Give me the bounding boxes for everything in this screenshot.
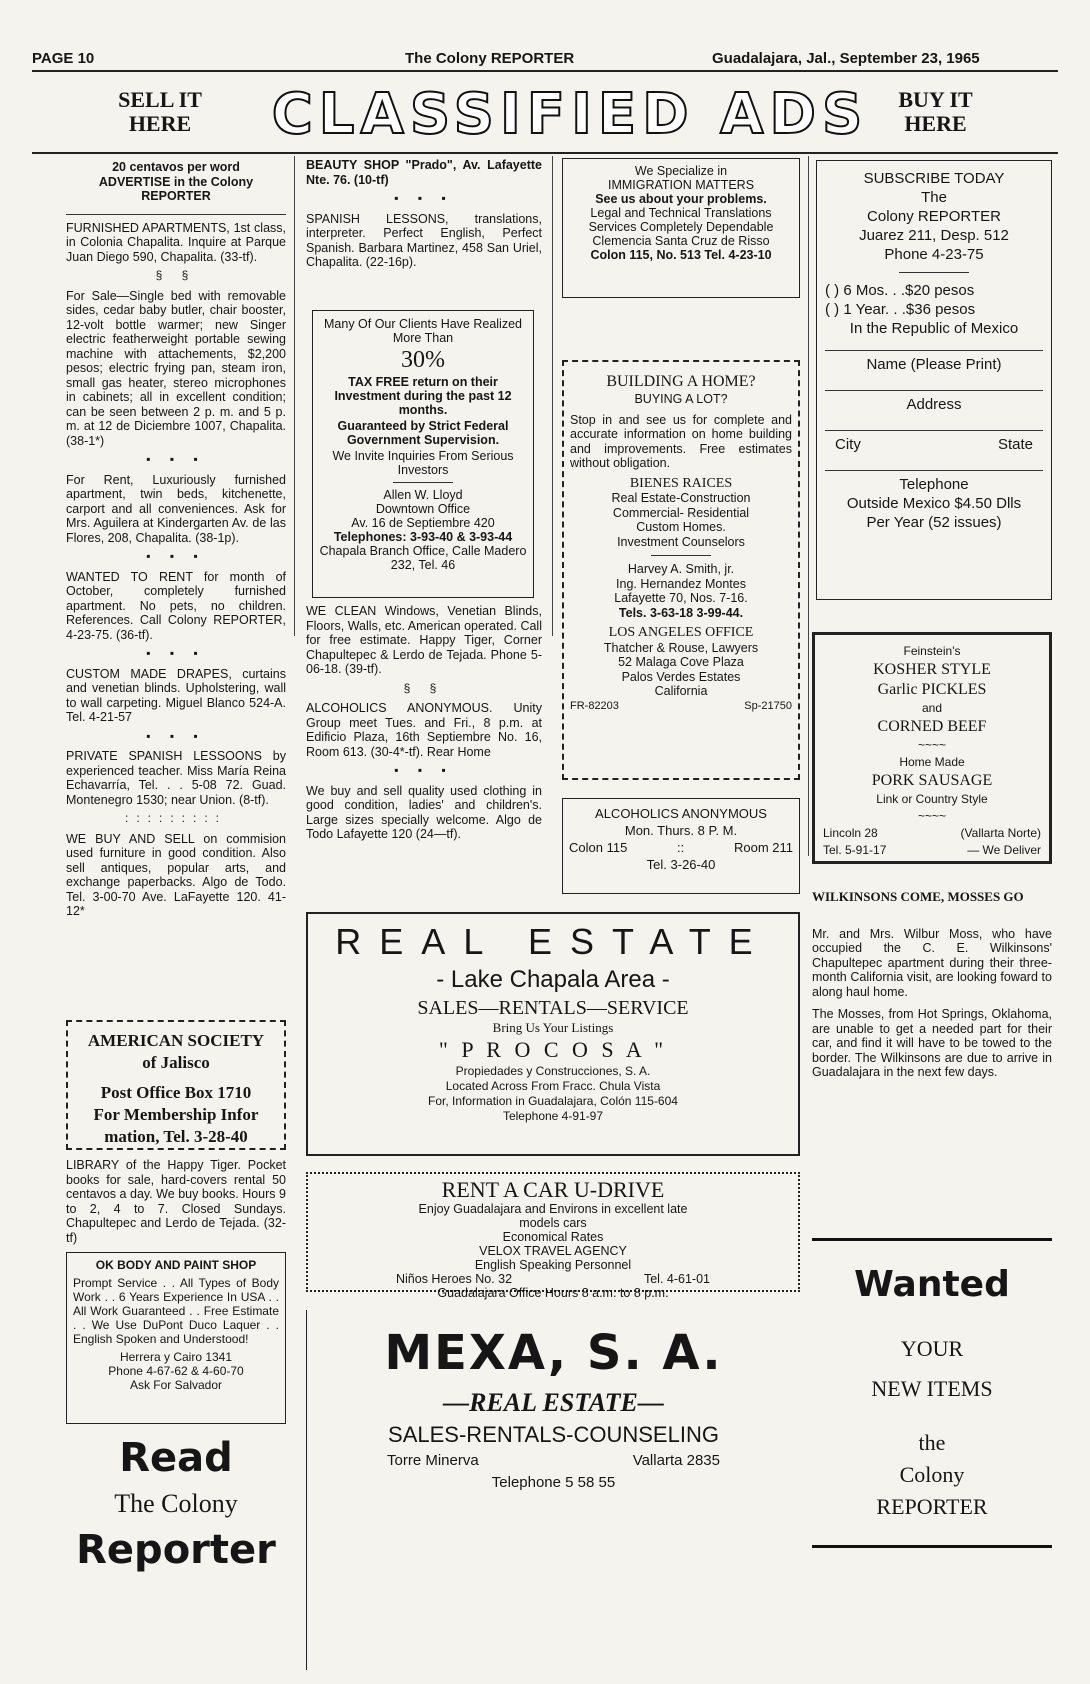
- body-shop-ad: [66, 1252, 286, 1424]
- sub-city-state: [825, 435, 1043, 454]
- bld-subtitle: BUYING A LOT?: [634, 392, 728, 406]
- lloyd-office: Downtown Office: [375, 502, 471, 516]
- read-word: Read: [119, 1435, 233, 1481]
- sub-state-field[interactable]: State: [997, 436, 1033, 453]
- ornament: § §: [155, 268, 197, 282]
- banner-rule: [32, 152, 1058, 154]
- bld-line: 52 Malaga Cove Plaza: [618, 655, 744, 669]
- sub-option-6mo[interactable]: ( ) 6 Mos. . .$20 pesos: [825, 282, 975, 299]
- used-clothing-ad: We buy and sell quality used clothing in good condition, ladies' and children's. Large sizes specially welcome. Algo de Todo Lafayette 120 (24—tf).: [306, 783, 542, 841]
- lloyd-intro: Many Of Our Clients Have Realized More Than: [324, 317, 522, 345]
- divider: [899, 272, 969, 273]
- bld-line: Real Estate-Construction: [611, 491, 751, 505]
- sub-phone: Phone 4-23-75: [884, 246, 984, 263]
- mexa-phone: Telephone 5 58 55: [491, 1474, 616, 1491]
- read-colony: The Colony: [114, 1489, 238, 1518]
- form-line: [825, 390, 1043, 391]
- body-shop-address: Herrera y Cairo 1341: [119, 1350, 233, 1364]
- lloyd-percent: 30%: [401, 347, 445, 373]
- re-procosa: " P R O C O S A ": [438, 1037, 668, 1062]
- aa-address: [569, 839, 793, 856]
- kosher-area: (Vallarta Norte): [960, 826, 1041, 840]
- aa-room: Room 211: [733, 840, 793, 855]
- form-line: [825, 470, 1043, 471]
- buy-line-2: HERE: [904, 111, 967, 136]
- real-estate-ad: [306, 912, 800, 1156]
- imm-line: Legal and Technical Translations: [590, 206, 772, 220]
- form-line: [825, 350, 1043, 351]
- imm-line: Clemencia Santa Cruz de Risso: [592, 234, 770, 248]
- sub-address-field[interactable]: Address: [906, 396, 962, 413]
- kosher-brand: Feinstein's: [903, 644, 961, 658]
- read-reporter-ad: [66, 1432, 286, 1576]
- wanted-reporter: REPORTER: [876, 1494, 988, 1519]
- imm-address: Colon 115, No. 513 Tel. 4-23-10: [590, 248, 772, 262]
- sub-telephone-field[interactable]: Telephone: [899, 476, 969, 493]
- divider: [66, 214, 286, 215]
- bld-codes: [570, 699, 792, 714]
- paper-name: The Colony REPORTER: [405, 50, 575, 67]
- bld-line: Commercial- Residential: [612, 505, 750, 520]
- column-divider: [552, 156, 553, 636]
- kosher-tel: Tel. 5-91-17: [823, 843, 887, 857]
- classified-ad: For Rent, Luxuriously furnished apartment, twin beds, kitchenette, carport and all conveniences. Ask for Mrs. Aguilera at Kindergarten Av. de las Flores, 208, Chapalita. (38-1p).: [66, 472, 286, 545]
- mexa-services: SALES-RENTALS-COUNSELING: [388, 1422, 719, 1447]
- imm-line: See us about your problems.: [595, 192, 767, 206]
- re-location: Located Across From Fracc. Chula Vista: [445, 1079, 661, 1093]
- lloyd-branch: Chapala Branch Office, Calle Madero 232, Tel. 46: [319, 544, 527, 572]
- kosher-phone: [823, 842, 1041, 859]
- car-english: English Speaking Personnel: [474, 1258, 632, 1272]
- ornament: ~~~~: [917, 738, 947, 752]
- classified-ad: WANTED TO RENT for month of October, completely furnished apartment. No pets, no children. References. Call Colony REPORTER, 4-23-75. (36-tf).: [66, 569, 286, 642]
- sub-outside: Outside Mexico $4.50 Dlls: [846, 495, 1022, 512]
- wanted-top-border: [812, 1238, 1052, 1251]
- bld-bienes: BIENES RAICES: [629, 475, 733, 491]
- car-street: Niños Heroes No. 32: [396, 1272, 513, 1286]
- library-ad: LIBRARY of the Happy Tiger. Pocket books for sale, hard-covers rental 50 centavos a day. We buy books. Hours 9 to 2, 4 to 7. Closed Sundays. Chapultepec and Lerdo de Tejada. (32-tf): [66, 1158, 286, 1245]
- ornament: ▪ ▪ ▪: [146, 728, 206, 743]
- kosher-deliver: — We Deliver: [967, 843, 1041, 857]
- aa-title: ALCOHOLICS ANONYMOUS: [595, 806, 767, 821]
- mexa-address: [307, 1450, 800, 1472]
- imm-line: We Specialize in: [634, 164, 728, 178]
- lloyd-guarantee: Guaranteed by Strict Federal Government Supervision.: [337, 419, 509, 447]
- subscribe-ad: [816, 160, 1052, 600]
- immigration-ad: [562, 158, 800, 298]
- sell-it-here: [105, 88, 215, 136]
- society-name: AMERICAN SOCIETY: [87, 1031, 265, 1050]
- classified-ad: WE BUY AND SELL on commision used furniture in good condition. Also sell antiques, popular arts, and exchange paperbacks. Algo de Todo. Tel. 3-00-70 Ave. LaFayette 120. 41-12*: [66, 831, 286, 918]
- american-society-ad: [66, 1020, 286, 1150]
- beauty-shop-ad: BEAUTY SHOP "Prado", Av. Lafayette Nte. 76. (10-tf): [306, 158, 542, 187]
- re-area: - Lake Chapala Area -: [436, 966, 670, 993]
- body-shop-title: OK BODY AND PAINT SHOP: [95, 1258, 257, 1272]
- re-info: For, Information in Guadalajara, Colón 115-604: [428, 1094, 678, 1108]
- mexa-ad: [306, 1310, 800, 1670]
- sub-name-field[interactable]: Name (Please Print): [866, 356, 1002, 373]
- wanted-bottom-border: [812, 1535, 1052, 1548]
- kosher-homemade: Home Made: [899, 755, 965, 769]
- bld-line: Investment Counselors: [617, 534, 745, 549]
- wanted-the: the: [918, 1430, 946, 1455]
- car-address: [316, 1272, 790, 1286]
- bld-line: Lafayette 70, Nos. 7-16.: [614, 591, 748, 605]
- column-divider: [294, 156, 295, 636]
- sub-issues: Per Year (52 issues): [866, 514, 1002, 531]
- kosher-link: Link or Country Style: [876, 792, 988, 806]
- buy-it-here: [878, 88, 993, 136]
- sub-title: SUBSCRIBE TODAY: [863, 170, 1005, 187]
- wanted-ad: [812, 1238, 1052, 1548]
- car-title: RENT A CAR U-DRIVE: [441, 1177, 665, 1202]
- spanish-lessons-ad: SPANISH LESSONS, translations, interpreter. Perfect English, Perfect Spanish. Barbara Martinez, 458 San Uriel, Chapalita. (22-16p).: [306, 211, 542, 269]
- sub-address: Juarez 211, Desp. 512: [859, 227, 1009, 244]
- aa-hours: Mon. Thurs. 8 P. M.: [624, 823, 738, 838]
- wilkinsons-news: [812, 890, 1052, 1084]
- car-rates: Economical Rates: [502, 1230, 604, 1244]
- sell-line-1: SELL IT: [118, 87, 202, 112]
- car-agency: VELOX TRAVEL AGENCY: [479, 1244, 627, 1258]
- sub-republic: In the Republic of Mexico: [849, 320, 1019, 337]
- ornament: :::::::::: [124, 811, 227, 825]
- bld-line: Thatcher & Rouse, Lawyers: [603, 640, 759, 655]
- wanted-colony: Colony: [899, 1462, 965, 1487]
- column-2-lower: [306, 604, 542, 846]
- kosher-beef: CORNED BEEF: [877, 718, 987, 735]
- imm-title: IMMIGRATION MATTERS: [607, 178, 755, 192]
- bld-code: FR-82203: [570, 699, 619, 712]
- ornament: ▪ ▪ ▪: [394, 191, 454, 205]
- buy-line-1: BUY IT: [898, 87, 973, 112]
- re-phone: Telephone 4-91-97: [502, 1109, 604, 1123]
- ornament: ▪ ▪ ▪: [146, 549, 206, 563]
- imm-line: Services Completely Dependable: [588, 220, 774, 234]
- sub-paper: Colony REPORTER: [867, 208, 1001, 225]
- kosher-pickles: Garlic PICKLES: [877, 681, 987, 698]
- car-hours: Guadalajara Office Hours 8 a.m. to 8 p.m.: [437, 1286, 669, 1300]
- re-listings: Bring Us Your Listings: [492, 1020, 614, 1035]
- kosher-street: Lincoln 28: [823, 826, 878, 840]
- re-company: Propiedades y Construcciones, S. A.: [455, 1064, 651, 1078]
- body-shop-contact: Ask For Salvador: [129, 1378, 223, 1392]
- aa-tel: Tel. 3-26-40: [646, 857, 716, 872]
- mexa-subtitle: —REAL ESTATE—: [443, 1388, 664, 1417]
- classified-ad: CUSTOM MADE DRAPES, curtains and venetian blinds. Upholstering, wall to wall carpeting. Miguel Blanco 524-A. Tel. 4-21-57: [66, 666, 286, 724]
- wilkinsons-headline: WILKINSONS COME, MOSSES GO: [812, 889, 1024, 904]
- lloyd-tax: TAX FREE return on their Investment during the past 12 months.: [334, 375, 512, 417]
- body-shop-phone: Phone 4-67-62 & 4-60-70: [108, 1364, 244, 1378]
- column-divider: [808, 156, 809, 856]
- lloyd-phones: Telephones: 3-93-40 & 3-93-44: [333, 530, 513, 544]
- wanted-items: NEW ITEMS: [871, 1376, 993, 1401]
- bld-title: BUILDING A HOME?: [606, 373, 756, 390]
- wilkinsons-p1: Mr. and Mrs. Wilbur Moss, who have occupied the C. E. Wilkinsons' Chapultepec apartment during their three-month California visit, are looking foward to along haul home.: [812, 926, 1052, 999]
- clean-ad: WE CLEAN Windows, Venetian Blinds, Floors, Walls, etc. American operated. Call for free estimate. Happy Tiger, Corner Chapultepec & Lerdo de Tejada. Phone 5-06-18. (39-tf).: [306, 604, 542, 676]
- bld-la-office: LOS ANGELES OFFICE: [608, 625, 754, 640]
- bld-line: Palos Verdes Estates: [621, 669, 741, 684]
- bld-line: Ing. Hernandez Montes: [616, 576, 746, 591]
- ornament: ~~~~: [917, 809, 947, 823]
- bld-tels: Tels. 3-63-18 3-99-44.: [618, 605, 744, 620]
- sell-line-2: HERE: [128, 111, 192, 136]
- lloyd-investment-ad: [312, 310, 534, 598]
- read-reporter: Reporter: [76, 1527, 276, 1573]
- aa-colon: Colon 115: [569, 840, 628, 855]
- society-tel: mation, Tel. 3-28-40: [104, 1127, 248, 1146]
- page-number: PAGE 10: [32, 50, 95, 67]
- car-tel: Tel. 4-61-01: [643, 1272, 710, 1286]
- column-1: [66, 160, 286, 923]
- body-shop-text: Prompt Service . . All Types of Body Work . . 6 Years Experience In USA . . All Work Guaranteed . . Free Estimate . . We Use DuPont Duco Laquer . . English Spoken and Understood!: [73, 1276, 279, 1346]
- advertise-line: ADVERTISE in the Colony REPORTER: [98, 174, 254, 203]
- dateline: Guadalajara, Jal., September 23, 1965: [712, 50, 980, 67]
- divider: [393, 482, 453, 483]
- kosher-style: KOSHER STYLE: [873, 661, 991, 678]
- classified-ads-title: CLASSIFIED ADS: [271, 82, 869, 147]
- kosher-ad: [812, 632, 1052, 864]
- alcoholics-ad: ALCOHOLICS ANONYMOUS. Unity Group meet Tues. and Fri., 8 p.m. at Edificio Plaza, 16th Septiembre No. 16, Room 613. (30-4*-tf). Rear Home: [306, 701, 542, 759]
- wanted-your: YOUR: [900, 1336, 964, 1361]
- mexa-tower: Torre Minerva: [387, 1452, 479, 1469]
- bld-line: Harvey A. Smith, jr.: [627, 562, 735, 576]
- rent-a-car-ad: [306, 1172, 800, 1300]
- car-enjoy: Enjoy Guadalajara and Environs in excellent late models cars: [418, 1202, 688, 1230]
- library-ad-wrap: [66, 1158, 286, 1249]
- ornament: ▪ ▪ ▪: [394, 763, 454, 777]
- classified-ad: FURNISHED APARTMENTS, 1st class, in Colonia Chapalita. Inquire at Parque Juan Diego 590, Chapalita. (33-tf).: [66, 220, 286, 264]
- bld-line: Custom Homes.: [636, 520, 726, 534]
- classified-ad: PRIVATE SPANISH LESSOONS by experienced teacher. Miss María Reina Echavarría, Tel. . . 5-08 72. Guad. Montenegro 1530; near Union. (8-tf).: [66, 749, 286, 807]
- ornament: § §: [403, 680, 445, 695]
- society-place: of Jalisco: [142, 1053, 210, 1072]
- aa-box-ad: [562, 798, 800, 894]
- kosher-and: and: [921, 701, 943, 715]
- bld-text: Stop in and see us for complete and accurate information on home building and improvements. Free estimates without obligation.: [570, 412, 792, 470]
- society-box: Post Office Box 1710: [100, 1083, 252, 1102]
- kosher-address: [823, 825, 1041, 842]
- form-line: [825, 430, 1043, 431]
- lloyd-name: Allen W. Lloyd: [383, 488, 463, 502]
- lloyd-invite: We Invite Inquiries From Serious Investors: [332, 449, 514, 477]
- sub-option-1yr[interactable]: ( ) 1 Year. . .$36 pesos: [825, 301, 976, 318]
- bld-line: California: [654, 684, 708, 698]
- ornament: ▪ ▪ ▪: [146, 452, 206, 466]
- wanted-title: Wanted: [854, 1264, 1010, 1305]
- mexa-title: MEXA, S. A.: [384, 1325, 723, 1381]
- ornament: ▪ ▪ ▪: [146, 646, 206, 660]
- re-title: REAL ESTATE: [335, 921, 771, 962]
- aa-sep: ::: [677, 840, 685, 855]
- kosher-sausage: PORK SAUSAGE: [871, 772, 993, 789]
- classified-ad: For Sale—Single bed with removable sides, cedar baby butler, chair booster, 12-volt bottle warmer; new Singer electric featherweight portable sewing machine with attachements, $2,200 pesos; electric frying pan, steam iron, small gas heater, stereo microphones in cabinets; all in excellent condition; can be seen between 2 p. m. and 5 p. m. at 12 de Diciembre 1007, Chapalita. (38-1*): [66, 288, 286, 448]
- mexa-street: Vallarta 2835: [632, 1452, 720, 1469]
- sub-line: The: [921, 189, 947, 206]
- re-services: SALES—RENTALS—SERVICE: [417, 997, 689, 1019]
- lloyd-address: Av. 16 de Septiembre 420: [351, 516, 495, 530]
- bld-code: Sp-21750: [744, 699, 792, 712]
- wilkinsons-p2: The Mosses, from Hot Springs, Oklahoma, are unable to get a needed part for their car, and find it will have to be towed to the border. The Wilkinsons are due to arrive in Guadalajara in the next few days.: [812, 1007, 1052, 1079]
- divider: [651, 555, 711, 556]
- building-home-ad: [562, 360, 800, 780]
- column-2: [306, 158, 542, 274]
- rate: 20 centavos per word: [112, 160, 240, 174]
- header-rule: [32, 70, 1058, 72]
- society-info: For Membership Infor: [93, 1105, 259, 1124]
- sub-city-field[interactable]: City: [835, 436, 861, 453]
